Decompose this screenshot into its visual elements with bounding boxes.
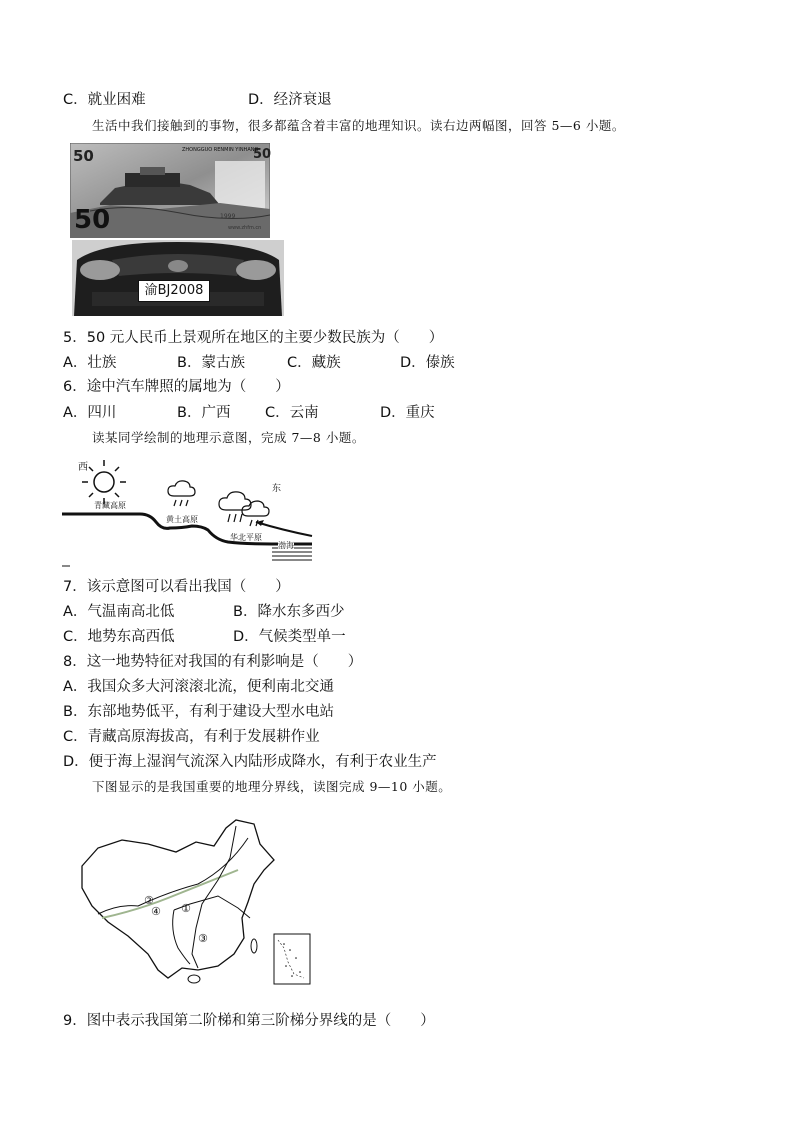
cloud-icon <box>168 481 195 506</box>
banknote-denomination-large: 50 <box>74 205 111 235</box>
bohai-label: 渤海 <box>278 541 294 550</box>
q6-option-a: A．四川 <box>63 405 117 421</box>
banknote-denomination-top: 50 <box>73 147 94 165</box>
banknote-denomination-right: 50 <box>253 147 272 162</box>
q7-stem: 7．该示意图可以看出我国（ ） <box>63 579 290 595</box>
q6-option-d: D．重庆 <box>380 405 435 421</box>
q6-option-c: C．云南 <box>265 405 319 421</box>
car-image <box>72 240 284 316</box>
q8-option-b: B．东部地势低平，有利于建设大型水电站 <box>63 704 334 720</box>
loess-plateau-label: 黄土高原 <box>166 515 198 524</box>
east-label: 东 <box>272 484 282 494</box>
q5-stem: 5．50 元人民币上景观所在地区的主要少数民族为（ ） <box>63 330 444 346</box>
q7-option-c: C．地势东高西低 <box>63 629 175 645</box>
q8-stem: 8．这一地势特征对我国的有利影响是（ ） <box>63 654 363 670</box>
marker-3: ③ <box>198 932 208 945</box>
north-china-plain-label: 华北平原 <box>230 533 262 542</box>
qinghai-tibet-label: 青藏高原 <box>94 501 126 510</box>
q8-option-a: A．我国众多大河滚滚北流，便利南北交通 <box>63 679 334 695</box>
q4-option-d: D．经济衰退 <box>248 92 332 108</box>
q5-option-b: B．蒙古族 <box>177 355 245 371</box>
banknote-watermark: www.zhfm.cn <box>228 225 262 231</box>
license-plate: 渝BJ2008 <box>138 280 210 302</box>
sun-icon <box>82 460 126 504</box>
intro-5-6: 生活中我们接触到的事物，很多都蕴含着丰富的地理知识。读右边两幅图，回答 5—6 小题。 <box>92 118 625 133</box>
q6-option-b: B．广西 <box>177 405 231 421</box>
q8-option-d: D．便于海上湿润气流深入内陆形成降水，有利于农业生产 <box>63 754 437 770</box>
q4-option-c: C．就业困难 <box>63 92 146 108</box>
q5-option-d: D．傣族 <box>400 355 455 371</box>
q7-option-d: D．气候类型单一 <box>233 629 346 645</box>
china-map <box>78 818 318 988</box>
banknote-year: 1999 <box>220 213 236 220</box>
banknote-image <box>70 143 270 238</box>
q5-option-c: C．藏族 <box>287 355 341 371</box>
intro-7-8: 读某同学绘制的地理示意图，完成 7—8 小题。 <box>92 430 365 445</box>
marker-2: ② <box>144 894 154 907</box>
marker-4: ④ <box>151 905 161 918</box>
marker-1: ① <box>181 902 191 915</box>
q9-stem: 9．图中表示我国第二阶梯和第三阶梯分界线的是（ ） <box>63 1013 435 1029</box>
q5-option-a: A．壮族 <box>63 355 117 371</box>
q6-stem: 6．途中汽车牌照的属地为（ ） <box>63 379 290 395</box>
intro-9-10: 下图显示的是我国重要的地理分界线，读图完成 9—10 小题。 <box>92 779 452 794</box>
west-label: 西 <box>78 462 88 473</box>
q7-option-b: B．降水东多西少 <box>233 604 345 620</box>
q8-option-c: C．青藏高原海拔高，有利于发展耕作业 <box>63 729 320 745</box>
terrain-diagram <box>62 456 322 568</box>
q7-option-a: A．气温南高北低 <box>63 604 175 620</box>
banknote-header: ZHONGGUO RENMIN YINHANG <box>182 147 259 153</box>
